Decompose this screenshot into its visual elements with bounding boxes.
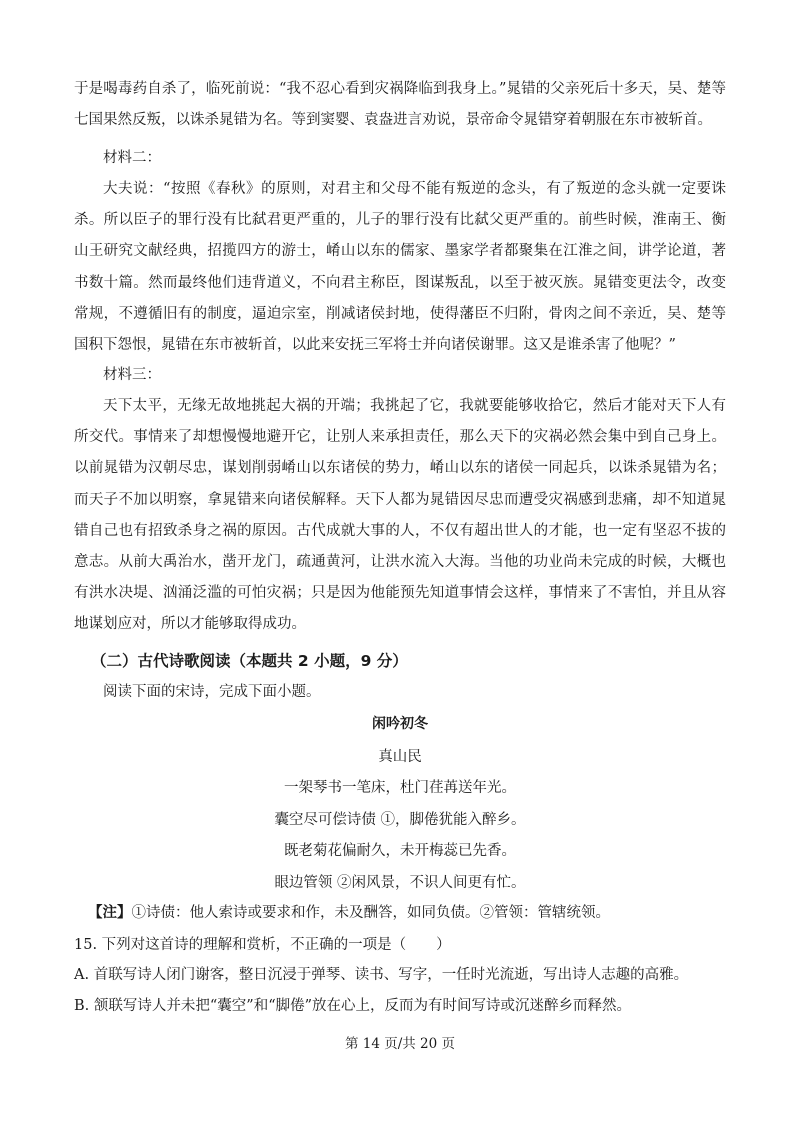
question-option: A. 首联写诗人闭门谢客，整日沉浸于弹琴、读书、写字，一任时光流逝，写出诗人志趣的高雅。 — [74, 967, 689, 983]
question-stem-text: 15. 下列对这首诗的理解和赏析，不正确的一项是（ — [74, 937, 407, 953]
poem-title: 闲吟初冬 — [372, 716, 428, 732]
poem-line: 一架琴书一笔床，杜门荏苒送年光。 — [284, 780, 516, 796]
poem-note — [88, 901, 610, 922]
question-stem-end: ） — [436, 937, 451, 953]
poem-line: 眼边管领 ②闲风景，不识人间更有忙。 — [274, 875, 526, 891]
question-option: B. 颔联写诗人并未把“囊空”和“脚倦”放在心上，反而为有时间写诗或沉迷醉乡而释然。 — [74, 998, 632, 1014]
note-text: ①诗债：他人索诗或要求和作，未及酬答，如同负债。②管领：管辖统领。 — [131, 905, 610, 921]
poem-line: 囊空尽可偿诗债 ①，脚倦犹能入醉乡。 — [274, 812, 526, 828]
section-heading: （二）古代诗歌阅读（本题共 2 小题，9 分） — [91, 652, 408, 670]
poem-line: 既老菊花偏耐久，未开梅蕊已先香。 — [284, 843, 516, 859]
material-three-label: 材料三： — [103, 367, 161, 383]
question-stem — [74, 933, 451, 954]
poem-author: 真山民 — [378, 749, 422, 765]
material-two-label: 材料二： — [103, 150, 161, 166]
note-tag: 【注】 — [88, 904, 132, 921]
instruction-text: 阅读下面的宋诗，完成下面小题。 — [103, 684, 321, 700]
material-one-tail-paragraph: 于是喝毒药自杀了，临死前说：“我不忍心看到灾祸降临到我身上。”晁错的父亲死后十多天，吴、楚等七国果然反叛，以诛杀晁错为名。等到窦婴、袁盎进言劝说，景帝命令晁错穿着朝服在东市被斩首。 — [74, 81, 726, 129]
material-three-paragraph: 天下太平，无缘无故地挑起大祸的开端；我挑起了它，我就要能够收拾它，然后才能对天下人有所交代。事情来了却想慢慢地避开它，让别人来承担责任，那么天下的灾祸必然会集中到自己身上。以前晁错为汉朝尽忠，谋划削弱崤山以东诸侯的势力，崤山以东的诸侯一同起兵，以诛杀晁错为名；而天子不加以明察，拿晁错来向诸侯解释。天下人都为晁错因尽忠而遭受灾祸感到悲痛，却不知道晁错自己也有招致杀身之祸的原因。古代成就大事的人，不仅有超出世人的才能，也一定有坚忍不拔的意志。从前大禹治水，凿开龙门，疏通黄河，让洪水流入大海。当他的功业尚未完成的时候，大概也有洪水决堤、汹涌泛滥的可怕灾祸；只是因为他能预先知道事情会这样，事情来了不害怕，并且从容地谋划应对，所以才能够取得成功。 — [74, 398, 726, 633]
page-footer: 第 14 页/共 20 页 — [344, 1036, 456, 1052]
material-two-paragraph: 大夫说：“按照《春秋》的原则，对君主和父母不能有叛逆的念头，有了叛逆的念头就一定要诛杀。所以臣子的罪行没有比弑君更严重的，儿子的罪行没有比弑父更严重的。前些时候，淮南王、衡山王研究文献经典，招揽四方的游士，崤山以东的儒家、墨家学者都聚集在江淮之间，讲学论道，著书数十篇。然而最终他们违背道义，不向君主称臣，图谋叛乱，以至于被灭族。晁错变更法令，改变常规，不遵循旧有的制度，逼迫宗室，削减诸侯封地，使得藩臣不归附，骨肉之间不亲近，吴、楚等国积下怨恨，晁错在东市被斩首，以此来安抚三军将士并向诸侯谢罪。这又是谁杀害了他呢？” — [74, 181, 726, 354]
